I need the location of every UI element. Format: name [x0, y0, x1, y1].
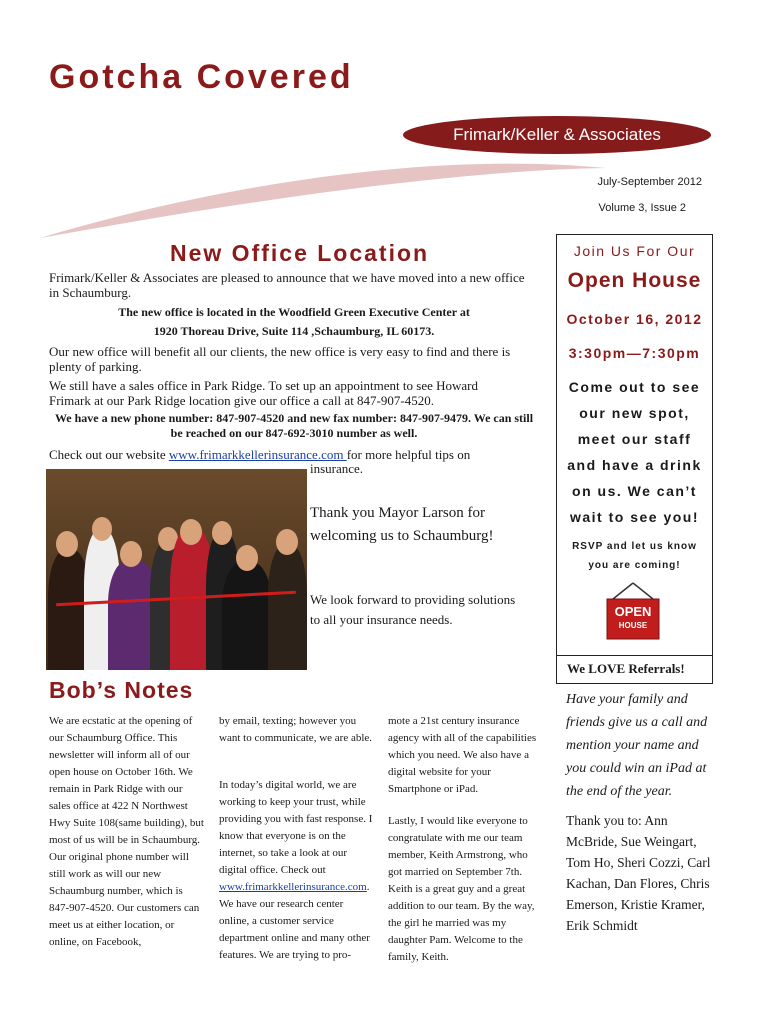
- invite-line-1: Come out to see: [568, 379, 701, 395]
- referrals-text: Have your family and friends give us a call and mention your name and you could win an iPad at the end of the year.: [566, 692, 708, 799]
- open-house-time: 3:30pm—7:30pm: [568, 345, 701, 361]
- bob-column-2-part1: by email, texting; however you want to communicate, we are able.: [219, 715, 373, 744]
- website-suffix-2: insurance.: [310, 461, 364, 476]
- forward-text: We look forward to providing solutions to all your insurance needs.: [310, 592, 516, 627]
- referrals-heading: We LOVE Referrals!: [567, 661, 685, 676]
- website-link[interactable]: www.frimarkkellerinsurance.com: [168, 447, 347, 462]
- office-address-line1: The new office is located in the Woodfield Green Executive Center at: [118, 305, 470, 319]
- phone-numbers: We have a new phone number: 847-907-4520 and new fax number: 847-907-9479. We can still be reached on our 847-692-3010 number as well.: [54, 411, 534, 440]
- rsvp-line-2: you are coming!: [588, 560, 681, 571]
- bob-column-1: We are ecstatic at the opening of our Schaumburg Office. This newsletter will inform all of our open house on October 16th. We remain in Park Ridge with our sales office at 422 N Northwest Hwy Suite 108(same building), but most of us will be in Schaumburg. Our original phone number will still work as will our new Schaumburg number, which is 847-907-4520. Our customers can meet us at either location, or online, on Facebook,: [49, 715, 204, 948]
- invite-line-5: on us. We can’t: [572, 483, 697, 499]
- bobs-notes-heading: Bob’s Notes: [49, 677, 194, 703]
- issue-date: July-September 2012: [597, 176, 702, 188]
- bob-column-3-part1: mote a 21st century insurance agency with all of the capabilities which you need. We also have a digital website for your Smartphone or iPad.: [388, 715, 537, 795]
- office-intro: Frimark/Keller & Associates are pleased to announce that we have moved into a new office in Schaumburg.: [49, 270, 525, 300]
- open-house-heading: Open House: [567, 269, 702, 292]
- website-line: [49, 447, 519, 462]
- sign-open-text: OPEN: [614, 604, 652, 619]
- office-address-line2: 1920 Thoreau Drive, Suite 114 ,Schaumburg, IL 60173.: [153, 324, 435, 338]
- sign-house-text: HOUSE: [618, 621, 648, 630]
- bob-website-link[interactable]: www.frimarkkellerinsurance.com: [219, 881, 367, 893]
- invite-line-6: wait to see you!: [569, 509, 700, 525]
- bob-column-3-part2: Lastly, I would like everyone to congratulate with me our team member, Keith Armstrong, who got married on September 7th. Keith is a great guy and a great addition to our team. By the way, the girl he married was my daughter Pam. Welcome to the family, Keith.: [388, 815, 535, 963]
- open-house-date: October 16, 2012: [566, 311, 703, 327]
- website-suffix: for more helpful tips on: [346, 447, 471, 462]
- office-heading: New Office Location: [170, 240, 430, 266]
- invite-line-3: meet our staff: [577, 431, 692, 447]
- referrals-box: [556, 655, 713, 684]
- bob-column-2-tail: . We have our research center online, a customer service department online and many other features. We are trying to pro-: [219, 881, 370, 961]
- ribbon-cutting-photo: [46, 469, 307, 670]
- issue-volume: Volume 3, Issue 2: [598, 202, 686, 214]
- join-us-text: Join Us For Our: [573, 243, 696, 259]
- decorative-swoosh: [0, 80, 770, 240]
- bob-column-2-part3: [219, 879, 374, 964]
- rsvp-line-1: RSVP and let us know: [572, 541, 697, 552]
- referrals-thanks: Thank you to: Ann McBride, Sue Weingart, Tom Ho, Sheri Cozzi, Carl Kachan, Dan Flores, Chris Emerson, Kristie Kramer, Erik Schmidt: [566, 813, 711, 933]
- open-house-sidebar: [556, 234, 713, 656]
- website-prefix: Check out our website: [49, 447, 169, 462]
- office-benefit-text: Our new office will benefit all our clients, the new office is very easy to find and there is plenty of parking.: [49, 344, 511, 374]
- invite-line-4: and have a drink: [567, 457, 702, 473]
- bob-column-2-part2: In today’s digital world, we are working to keep your trust, while providing you with fast response. I know that everyone is on the internet, so take a look at our digital office. Check out: [219, 779, 373, 876]
- mayor-thanks: Thank you Mayor Larson for welcoming us to Schaumburg!: [310, 505, 494, 544]
- company-banner: Frimark/Keller & Associates: [403, 116, 711, 154]
- invite-line-2: our new spot,: [579, 405, 690, 421]
- park-ridge-text: We still have a sales office in Park Ridge. To set up an appointment to see Howard Frimark at our Park Ridge location give our office a call at 847-907-4520.: [49, 378, 478, 408]
- newsletter-title: Gotcha Covered: [49, 58, 354, 96]
